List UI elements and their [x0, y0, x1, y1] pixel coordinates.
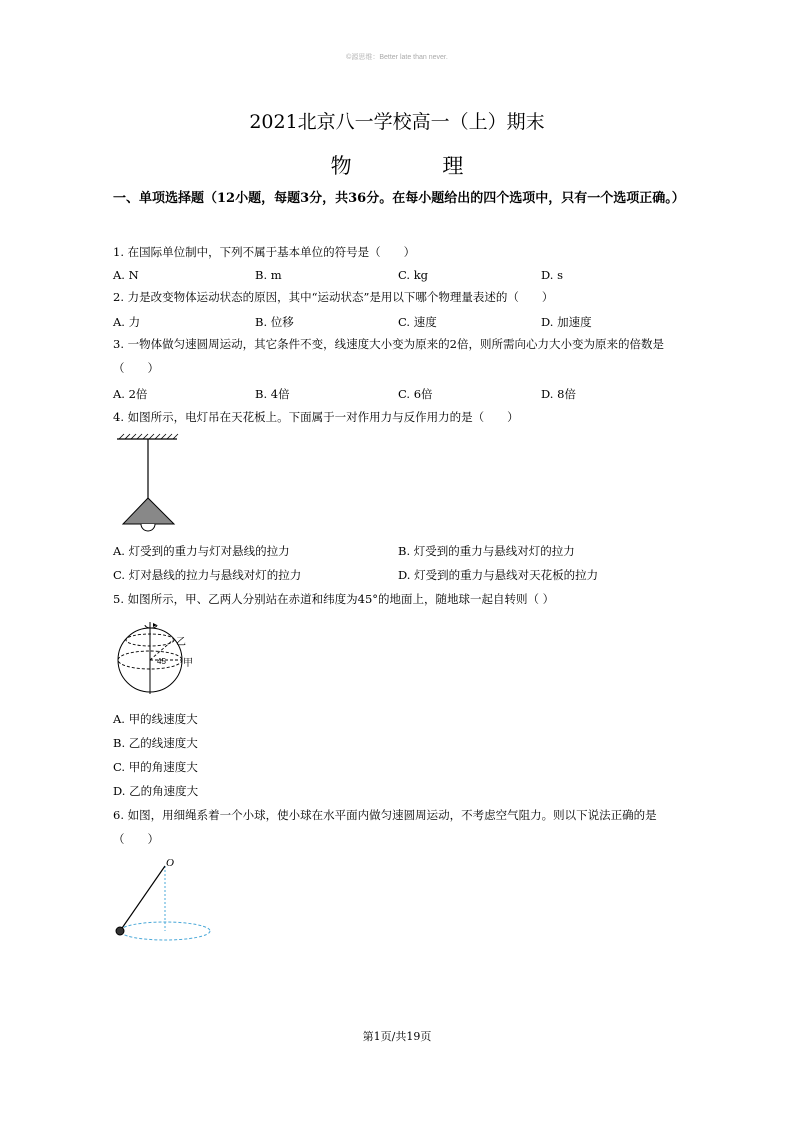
option-c: C. 甲的角速度大	[113, 760, 198, 774]
earth-figure	[113, 618, 203, 696]
question-stem: 2. 力是改变物体运动状态的原因，其中“运动状态”是用以下哪个物理量表述的（ ）	[113, 290, 554, 304]
question-stem: 3. 一物体做匀速圆周运动，其它条件不变，线速度大小变为原来的2倍，则所需向心力大小变为原来的倍数是（ ）	[113, 337, 664, 375]
label-yi: 乙	[176, 637, 186, 648]
pendulum-figure	[110, 852, 220, 950]
label-o: O	[166, 857, 174, 869]
option-d: D. 灯受到的重力与悬线对天花板的拉力	[398, 568, 599, 582]
option-c: C. 灯对悬线的拉力与悬线对灯的拉力	[113, 568, 302, 582]
option-b: B. 灯受到的重力与悬线对灯的拉力	[398, 544, 575, 558]
option-b: B. 4倍	[255, 387, 290, 401]
option-b: B. 乙的线速度大	[113, 736, 198, 750]
option-a: A. 灯受到的重力与灯对悬线的拉力	[113, 544, 290, 558]
watermark: ©源思维：Better late than never.	[346, 54, 448, 61]
page-title: 2021北京八一学校高一（上）期末	[249, 111, 545, 133]
lamp-figure	[113, 433, 183, 535]
option-c: C. 速度	[398, 315, 437, 329]
question-stem: 1. 在国际单位制中，下列不属于基本单位的符号是（ ）	[113, 245, 416, 259]
option-b: B. m	[255, 268, 282, 282]
label-jia: 甲	[183, 658, 193, 669]
option-a: A. 力	[113, 315, 141, 329]
option-d: D. s	[541, 268, 564, 282]
option-d: D. 8倍	[541, 387, 576, 401]
option-d: D. 加速度	[541, 315, 592, 329]
question-stem: 4. 如图所示，电灯吊在天花板上。下面属于一对作用力与反作用力的是（ ）	[113, 410, 519, 424]
option-c: C. kg	[398, 268, 429, 282]
page-footer: 第1页/共19页	[362, 1030, 432, 1043]
question-stem: 6. 如图，用细绳系着一个小球，使小球在水平面内做匀速圆周运动，不考虑空气阻力。则以下说法正确的是（ ）	[113, 808, 657, 846]
angle-label: 45	[157, 657, 166, 666]
subject-title: 物 理	[330, 154, 506, 178]
option-a: A. 甲的线速度大	[113, 712, 198, 726]
option-b: B. 位移	[255, 315, 294, 329]
section-heading: 一、单项选择题（12小题，每题3分，共36分。在每小题给出的四个选项中，只有一个选项正确。）	[113, 191, 685, 206]
option-c: C. 6倍	[398, 387, 433, 401]
option-a: A. N	[113, 268, 139, 282]
option-d: D. 乙的角速度大	[113, 784, 199, 798]
option-a: A. 2倍	[113, 387, 148, 401]
question-stem: 5. 如图所示，甲、乙两人分别站在赤道和纬度为45°的地面上，随地球一起自转则（ ）	[113, 592, 555, 606]
